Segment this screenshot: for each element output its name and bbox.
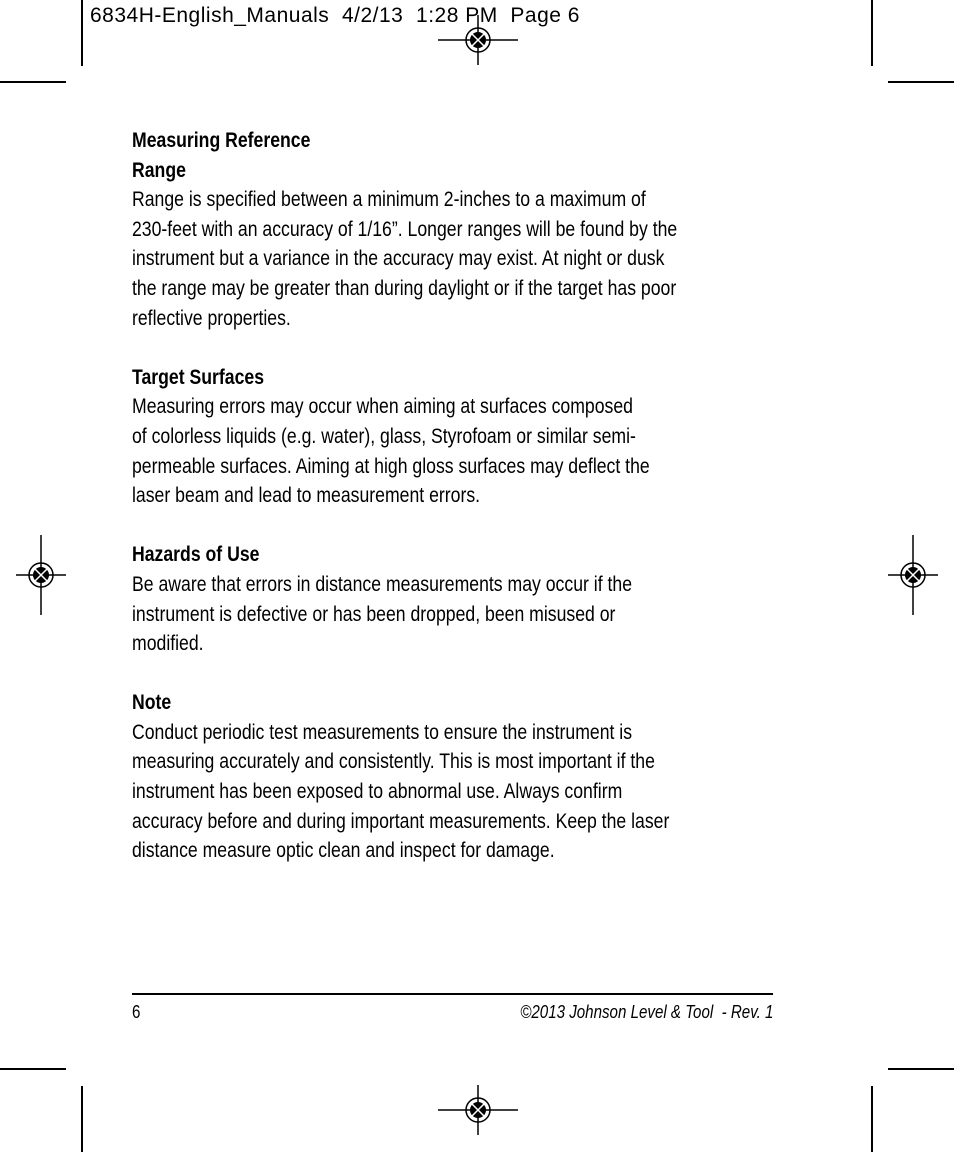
- section-hazards-of-use: [132, 540, 792, 658]
- crop-mark-bottom-left-h: [0, 1068, 66, 1070]
- crop-mark-bottom-right-v: [871, 1086, 873, 1152]
- paragraph-line: Be aware that errors in distance measurements may occur if the: [132, 572, 633, 596]
- paragraph-line: reflective properties.: [132, 306, 291, 330]
- section-heading: Target Surfaces: [132, 365, 265, 389]
- section-subheading: Range: [132, 158, 186, 182]
- section-heading: Note: [132, 691, 172, 715]
- paragraph-line: instrument has been exposed to abnormal use. Always confirm: [132, 780, 623, 804]
- registration-mark-icon: [888, 535, 938, 615]
- crop-mark-top-right-v: [871, 0, 873, 66]
- section-heading: Hazards of Use: [132, 543, 260, 567]
- registration-mark-icon: [438, 15, 518, 65]
- paragraph-line: Range is specified between a minimum 2-inches to a maximum of: [132, 188, 646, 212]
- paragraph-line: laser beam and lead to measurement errors.: [132, 484, 481, 508]
- paragraph-line: instrument is defective or has been dropped, been misused or: [132, 602, 616, 626]
- paragraph-line: measuring accurately and consistently. This is most important if the: [132, 750, 655, 774]
- paragraph-line: instrument but a variance in the accuracy may exist. At night or dusk: [132, 247, 665, 271]
- paragraph-line: accuracy before and during important measurements. Keep the laser: [132, 809, 670, 833]
- crop-mark-top-left-h: [0, 81, 66, 83]
- crop-mark-top-left-v: [81, 0, 83, 66]
- page-number: 6: [132, 1002, 141, 1022]
- section-heading: Measuring Reference: [132, 129, 311, 152]
- paragraph-line: modified.: [132, 632, 204, 656]
- section-measuring-reference: [132, 126, 792, 333]
- paragraph-line: permeable surfaces. Aiming at high gloss surfaces may deflect the: [132, 454, 650, 478]
- section-target-surfaces: [132, 363, 792, 511]
- footer-rule: [132, 993, 773, 995]
- paragraph-line: Conduct periodic test measurements to ensure the instrument is: [132, 720, 633, 744]
- paragraph-line: Measuring errors may occur when aiming at surfaces composed: [132, 395, 633, 419]
- crop-mark-top-right-h: [888, 81, 954, 83]
- section-note: [132, 688, 792, 866]
- paragraph-line: the range may be greater than during daylight or if the target has poor: [132, 276, 677, 300]
- crop-mark-bottom-left-v: [81, 1086, 83, 1152]
- paragraph-line: of colorless liquids (e.g. water), glass, Styrofoam or similar semi-: [132, 424, 636, 448]
- paragraph-line: 230-feet with an accuracy of 1/16”. Longer ranges will be found by the: [132, 217, 678, 241]
- paragraph-line: distance measure optic clean and inspect for damage.: [132, 839, 555, 863]
- print-slug: 6834H-English_Manuals 4/2/13 1:28 PM Page 6: [90, 4, 580, 27]
- manual-content: [132, 126, 792, 895]
- registration-mark-icon: [16, 535, 66, 615]
- copyright-notice: ©2013 Johnson Level & Tool - Rev. 1: [519, 1002, 773, 1022]
- registration-mark-icon: [438, 1085, 518, 1135]
- crop-mark-bottom-right-h: [888, 1068, 954, 1070]
